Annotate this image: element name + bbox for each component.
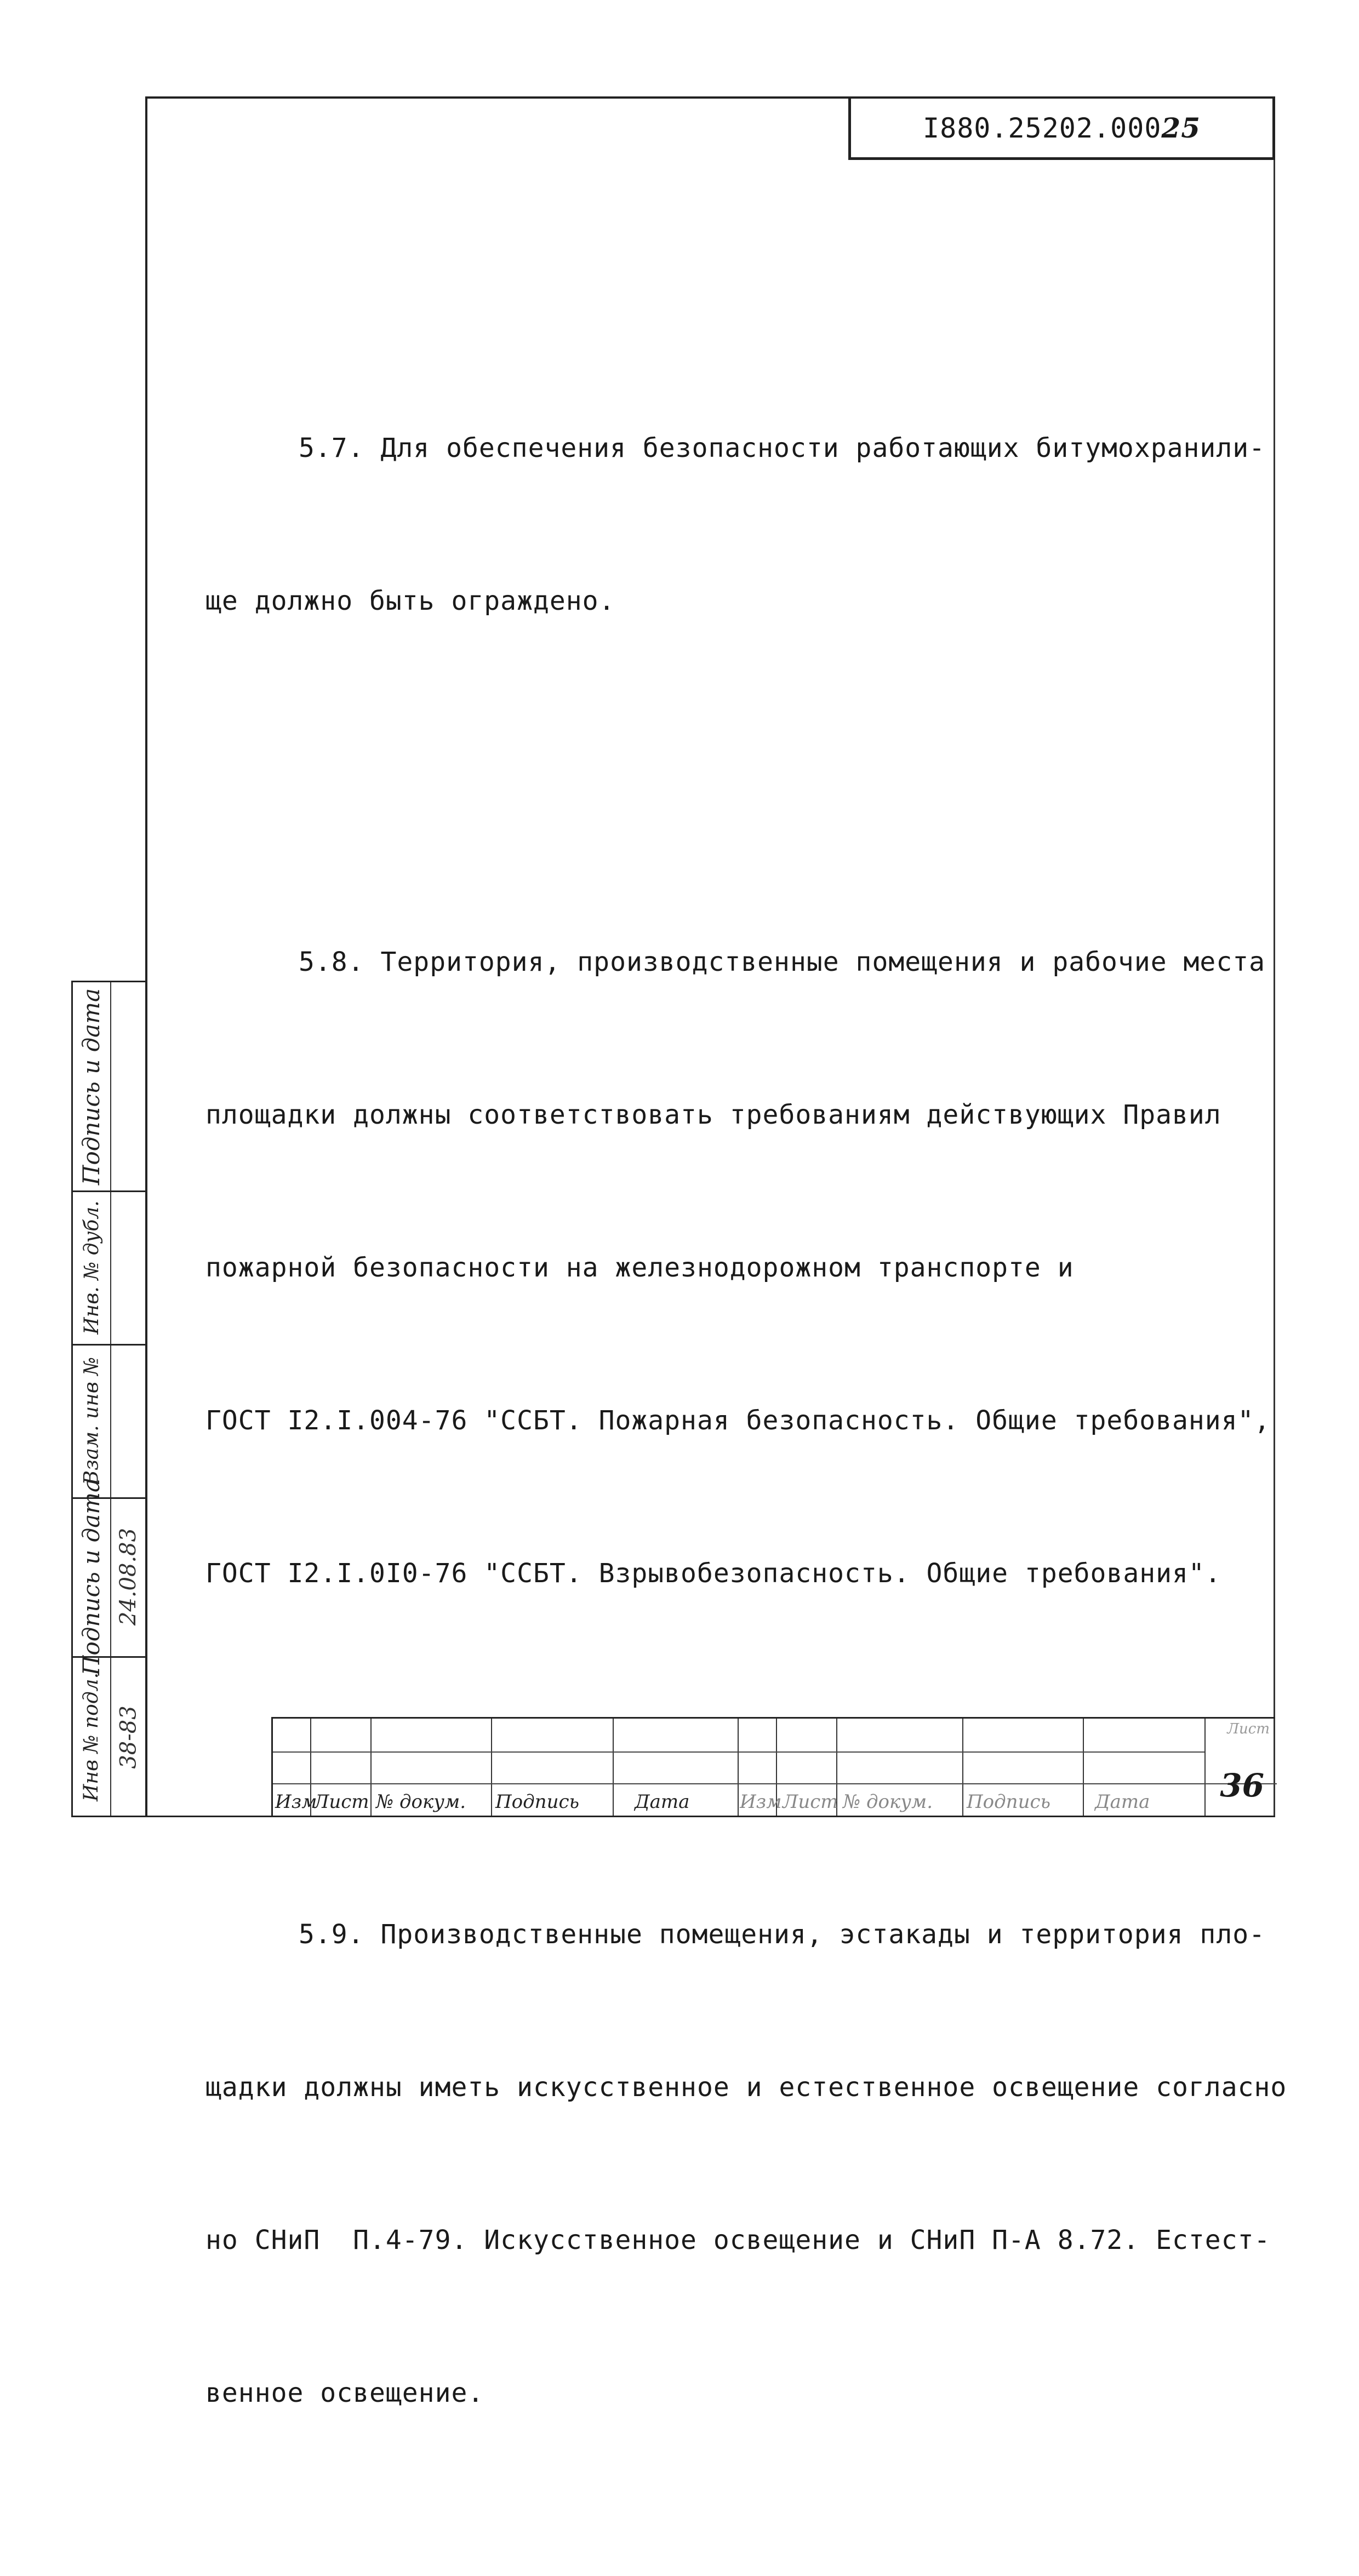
side-cell-signature-date bbox=[73, 982, 110, 1190]
text-line: 5.7. Для обеспечения безопасности работающих битумохранили- bbox=[299, 433, 1266, 463]
text-line: щадки должны иметь искусственное и естественное освещение согласно bbox=[205, 2072, 1287, 2103]
side-label: Подпись и дата bbox=[78, 1478, 105, 1675]
text-line: 5.8. Территория, производственные помещения и рабочие места bbox=[299, 947, 1266, 977]
text-line: ГОСТ I2.I.004-76 "ССБТ. Пожарная безопасность. Общие требования", bbox=[205, 1405, 1271, 1436]
title-block-label: Лист bbox=[313, 1791, 369, 1813]
divider bbox=[1083, 1719, 1084, 1816]
paragraph-5-8 bbox=[205, 835, 1271, 1701]
side-cell-replace-inv bbox=[73, 1344, 110, 1497]
side-cell-original-inv bbox=[73, 1656, 110, 1818]
text-line: ГОСТ I2.I.0I0-76 "ССБТ. Взрывобезопасность. Общие требования". bbox=[205, 1558, 1221, 1589]
side-cell-handwritten-inv bbox=[110, 1656, 147, 1818]
divider bbox=[370, 1719, 372, 1816]
side-label: Инв № подл. bbox=[80, 1672, 103, 1802]
side-cell-dup-inv bbox=[73, 1190, 110, 1344]
divider bbox=[491, 1719, 492, 1816]
text-line: 5.9. Производственные помещения, эстакады и территория пло- bbox=[299, 1919, 1266, 1950]
divider bbox=[273, 1751, 1204, 1753]
side-cell-handwritten-date bbox=[110, 1497, 147, 1656]
title-block-label: Изм bbox=[740, 1791, 782, 1813]
document-code-suffix: 25 bbox=[1161, 112, 1201, 144]
side-label: Подпись и дата bbox=[78, 988, 105, 1185]
text-line: площадки должны соответствовать требованиям действующих Правил bbox=[205, 1100, 1221, 1130]
title-block-label: Подпись bbox=[967, 1791, 1051, 1813]
paragraph-5-9 bbox=[205, 1807, 1287, 2521]
side-label: Инв. № дубл. bbox=[80, 1200, 103, 1335]
title-block-label: Лист bbox=[783, 1791, 838, 1813]
sheet-caption: Лист bbox=[1227, 1721, 1270, 1737]
side-cell-signature-date-2 bbox=[73, 1478, 110, 1675]
handwritten-inventory-number: 38-83 bbox=[116, 1705, 141, 1769]
divider bbox=[273, 1783, 1277, 1784]
text-line: венное освещение. bbox=[205, 2378, 484, 2408]
text-line: но СНиП П.4-79. Искусственное освещение и СНиП П-А 8.72. Естест- bbox=[205, 2225, 1271, 2256]
divider bbox=[1204, 1719, 1206, 1816]
title-block-label: Изм bbox=[275, 1791, 317, 1813]
text-line: ще должно быть ограждено. bbox=[205, 586, 615, 616]
paragraph-5-7 bbox=[205, 321, 1266, 729]
title-block-label: № докум. bbox=[843, 1791, 933, 1813]
divider bbox=[962, 1719, 963, 1816]
text-line: пожарной безопасности на железнодорожном транспорте и bbox=[205, 1252, 1074, 1283]
side-label: Взам. инв № bbox=[80, 1356, 103, 1485]
document-code-prefix: I880.25202.000 bbox=[922, 112, 1162, 144]
title-block-label: № докум. bbox=[376, 1791, 466, 1813]
document-code bbox=[848, 96, 1275, 160]
divider bbox=[738, 1719, 739, 1816]
title-block bbox=[271, 1717, 1275, 1816]
divider bbox=[613, 1719, 614, 1816]
handwritten-date: 24.08.83 bbox=[116, 1527, 141, 1626]
side-stamp-strip bbox=[71, 981, 145, 1816]
title-block-label: Дата bbox=[635, 1791, 690, 1813]
title-block-label: Подпись bbox=[495, 1791, 580, 1813]
title-block-label: Дата bbox=[1095, 1791, 1150, 1813]
sheet-number: 36 bbox=[1220, 1767, 1264, 1804]
bottom-frame-line bbox=[71, 1816, 1275, 1817]
